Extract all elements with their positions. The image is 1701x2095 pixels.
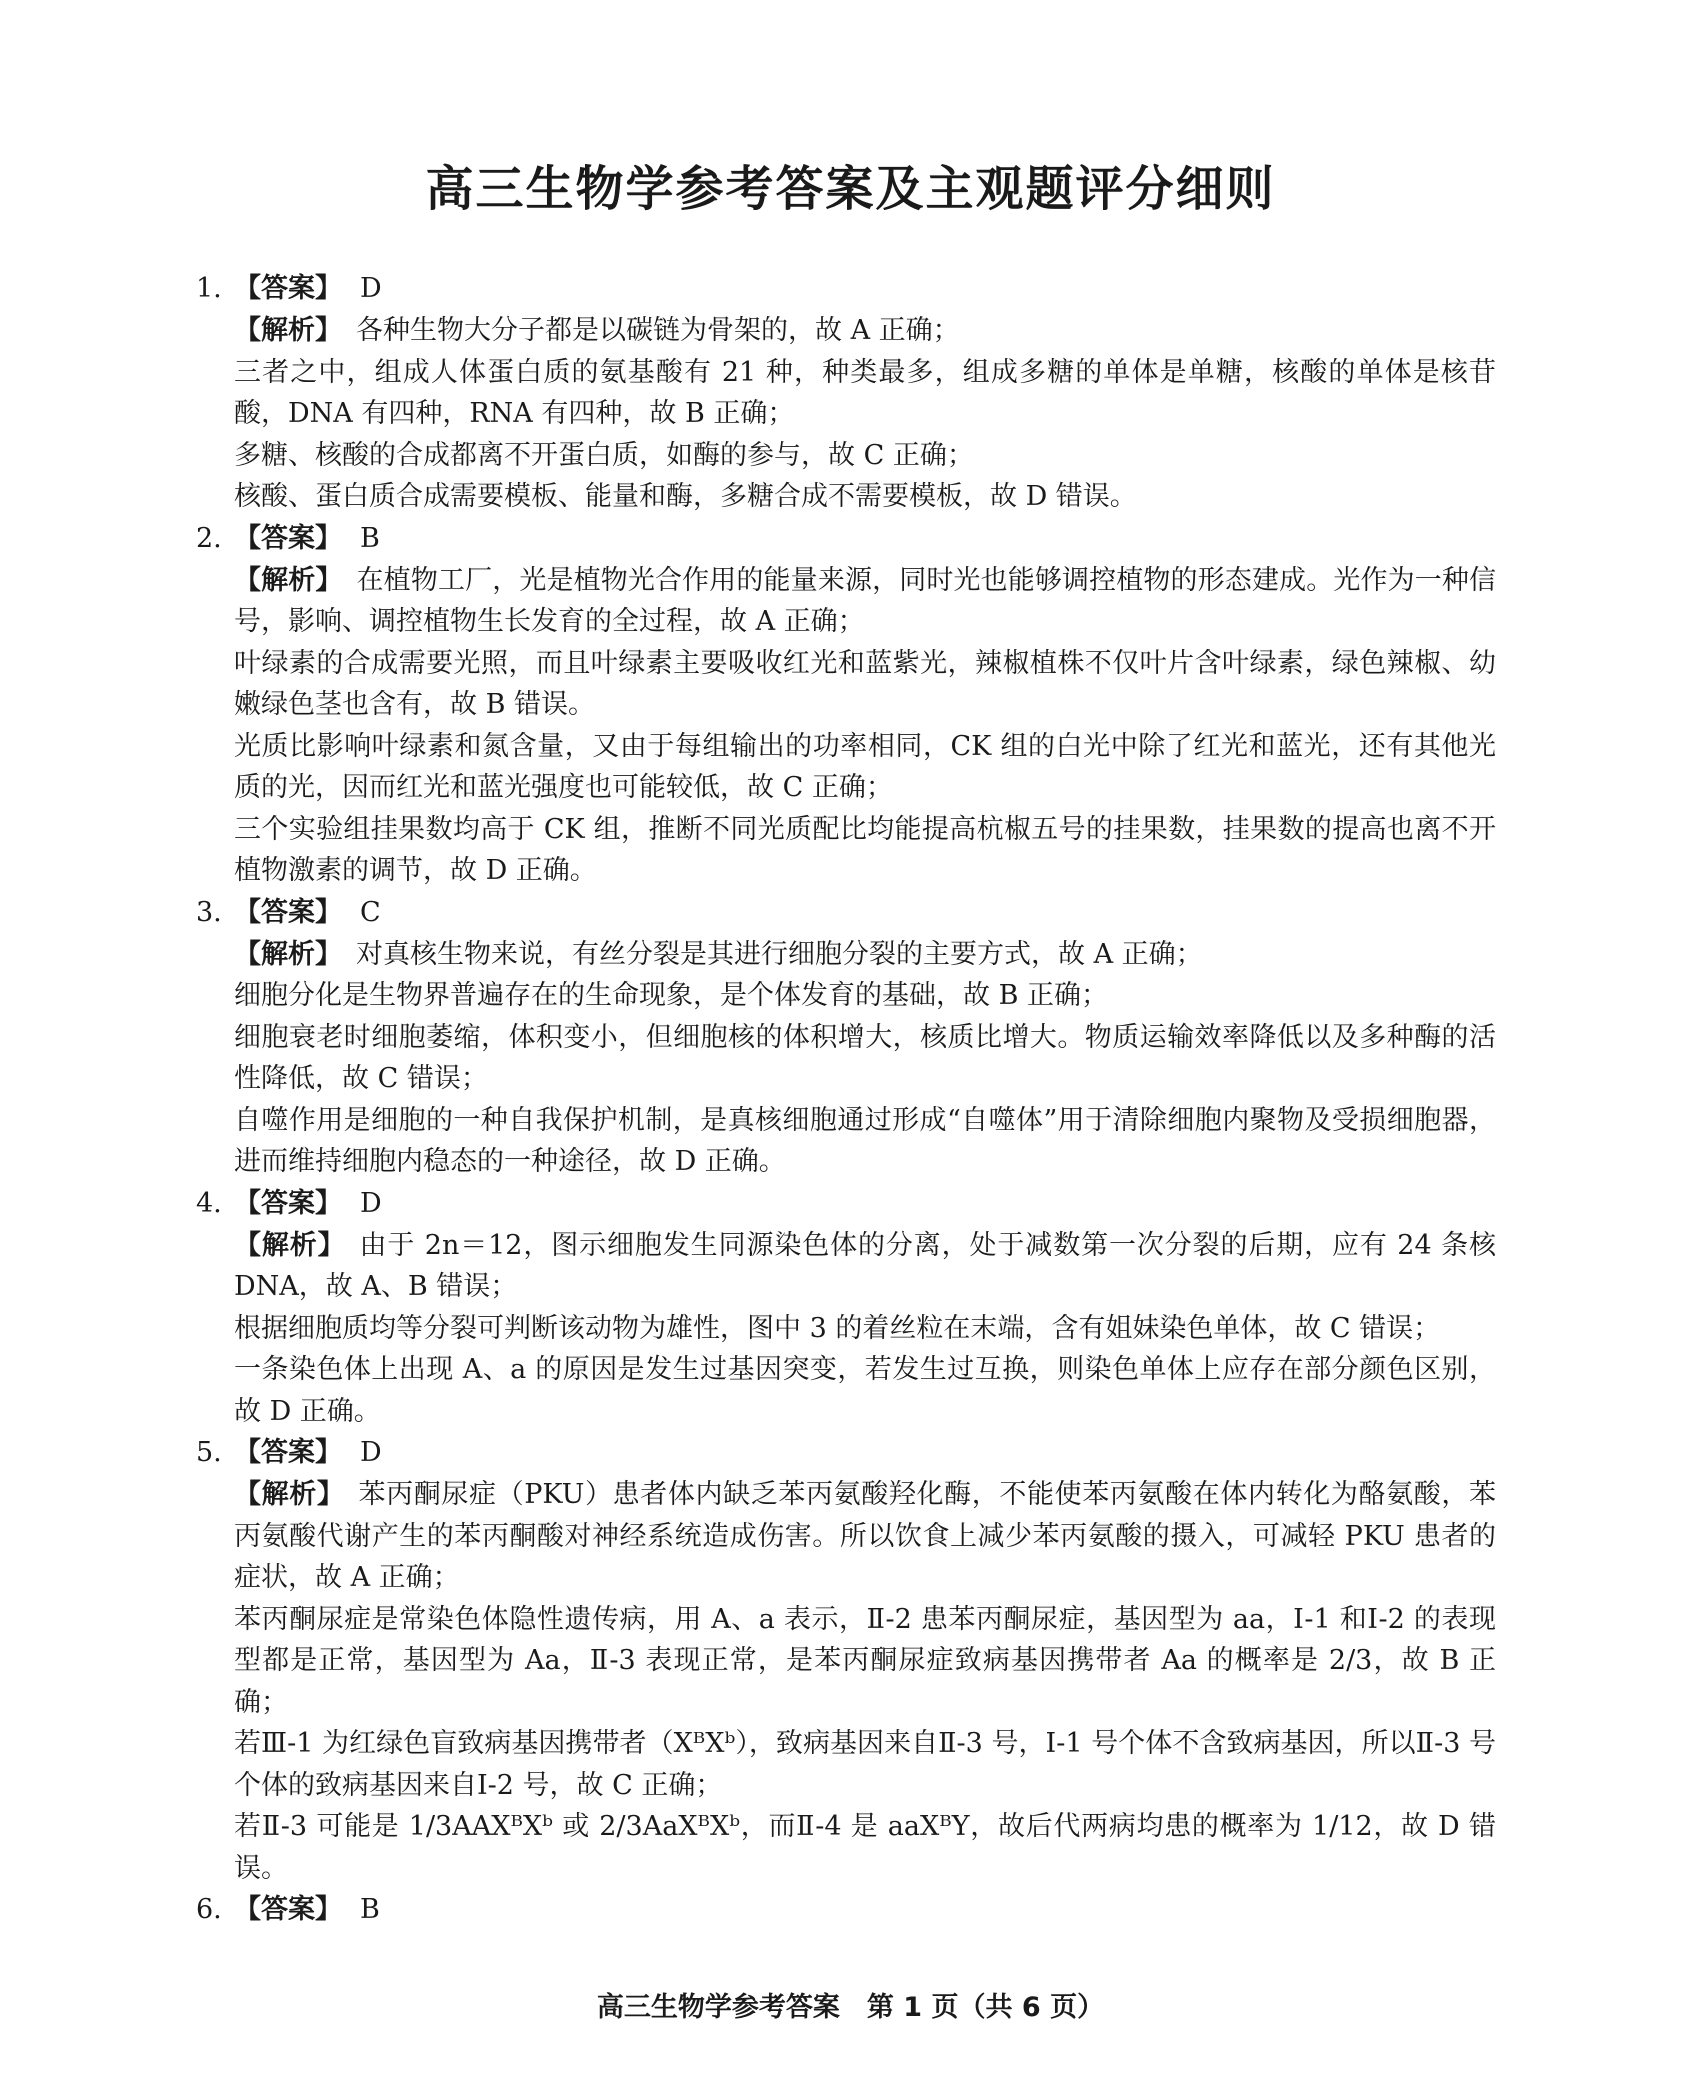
analysis-paragraph	[234, 809, 1496, 892]
analysis-label: 【解析】	[234, 938, 342, 970]
analysis-paragraph	[234, 435, 1496, 477]
analysis-text: 细胞分化是生物界普遍存在的生命现象，是个体发育的基础，故 B 正确；	[234, 980, 1109, 1011]
analysis-text: 各种生物大分子都是以碳链为骨架的，故 A 正确；	[356, 315, 960, 346]
question-number: 3.	[196, 896, 222, 928]
analysis-block	[196, 310, 1496, 518]
answer-label: 【答案】	[234, 1894, 342, 1925]
answer-label: 【答案】	[234, 1437, 342, 1468]
analysis-text: 根据细胞质均等分裂可判断该动物为雄性，图中 3 的着丝粒在末端，含有姐妹染色单体，故 C 错误；	[234, 1312, 1441, 1344]
answer-label: 【答案】	[234, 273, 342, 304]
analysis-text: 多糖、核酸的合成都离不开蛋白质，如酶的参与，故 C 正确；	[234, 439, 974, 471]
analysis-text: 在植物工厂，光是植物光合作用的能量来源，同时光也能够调控植物的形态建成。光作为一种信号，影响、调控植物生长发育的全过程，故 A 正确；	[234, 564, 1497, 637]
analysis-label: 【解析】	[234, 315, 342, 346]
analysis-paragraph	[234, 560, 1496, 643]
answer-line	[196, 892, 1496, 934]
analysis-text: 由于 2n＝12，图示细胞发生同源染色体的分离，处于减数第一次分裂的后期，应有 24 条核 DNA，故 A、B 错误；	[234, 1229, 1496, 1302]
analysis-paragraph	[234, 726, 1496, 809]
question-1	[196, 268, 1496, 518]
analysis-paragraph	[234, 1017, 1496, 1100]
analysis-block	[196, 1225, 1496, 1433]
question-number: 2.	[196, 522, 222, 554]
analysis-paragraph	[234, 1308, 1496, 1350]
analysis-paragraph	[234, 1474, 1496, 1599]
analysis-paragraph	[234, 1100, 1496, 1183]
analysis-text: 叶绿素的合成需要光照，而且叶绿素主要吸收红光和蓝紫光，辣椒植株不仅叶片含叶绿素，绿色辣椒、幼嫩绿色茎也含有，故 B 错误。	[234, 647, 1496, 720]
answer-value: B	[360, 522, 380, 554]
analysis-label: 【解析】	[234, 1479, 345, 1510]
question-2	[196, 518, 1496, 892]
question-number: 5.	[196, 1437, 222, 1468]
analysis-paragraph	[234, 934, 1496, 976]
answer-value: B	[360, 1894, 380, 1925]
answer-value: C	[360, 896, 381, 928]
analysis-label: 【解析】	[234, 564, 343, 596]
analysis-paragraph	[234, 476, 1496, 518]
analysis-text: 光质比影响叶绿素和氮含量，又由于每组输出的功率相同，CK 组的白光中除了红光和蓝光，还有其他光质的光，因而红光和蓝光强度也可能较低，故 C 正确；	[234, 730, 1496, 803]
answer-line	[196, 518, 1496, 560]
analysis-paragraph	[234, 1599, 1496, 1724]
answer-line	[196, 268, 1496, 310]
answer-label: 【答案】	[234, 1187, 342, 1219]
analysis-paragraph	[234, 643, 1496, 726]
answer-line	[196, 1183, 1496, 1225]
analysis-block	[196, 934, 1496, 1183]
analysis-text: 细胞衰老时细胞萎缩，体积变小，但细胞核的体积增大，核质比增大。物质运输效率降低以及多种酶的活性降低，故 C 错误；	[234, 1021, 1496, 1094]
analysis-paragraph	[234, 310, 1496, 352]
analysis-text: 三者之中，组成人体蛋白质的氨基酸有 21 种，种类最多，组成多糖的单体是单糖，核酸的单体是核苷酸，DNA 有四种，RNA 有四种，故 B 正确；	[234, 356, 1496, 429]
analysis-text: 若Ⅲ-1 为红绿色盲致病基因携带者（XᴮXᵇ），致病基因来自Ⅱ-3 号，Ⅰ-1 号个体不含致病基因，所以Ⅱ-3 号个体的致病基因来自Ⅰ-2 号，故 C 正确；	[234, 1728, 1496, 1801]
question-6	[196, 1889, 1496, 1931]
analysis-text: 苯丙酮尿症（PKU）患者体内缺乏苯丙氨酸羟化酶，不能使苯丙氨酸在体内转化为酪氨酸，苯丙氨酸代谢产生的苯丙酮酸对神经系统造成伤害。所以饮食上减少苯丙氨酸的摄入，可减轻 PKU 患者的症状，故 A 正确；	[234, 1479, 1496, 1593]
question-number: 1.	[196, 273, 222, 304]
analysis-paragraph	[234, 1349, 1496, 1432]
answer-value: D	[360, 273, 382, 304]
question-number: 4.	[196, 1187, 222, 1219]
question-number: 6.	[196, 1894, 222, 1925]
analysis-paragraph	[234, 1806, 1496, 1889]
question-5	[196, 1432, 1496, 1889]
answer-value: D	[360, 1187, 382, 1219]
answer-label: 【答案】	[234, 896, 342, 928]
analysis-paragraph	[234, 975, 1496, 1017]
analysis-text: 核酸、蛋白质合成需要模板、能量和酶，多糖合成不需要模板，故 D 错误。	[234, 481, 1137, 512]
answer-list	[196, 268, 1496, 1931]
analysis-text: 一条染色体上出现 A、a 的原因是发生过基因突变，若发生过互换，则染色单体上应存在部分颜色区别，故 D 正确。	[234, 1354, 1496, 1427]
analysis-text: 自噬作用是细胞的一种自我保护机制，是真核细胞通过形成“自噬体”用于清除细胞内聚物及受损细胞器，进而维持细胞内稳态的一种途径，故 D 正确。	[234, 1104, 1496, 1177]
answer-label: 【答案】	[234, 522, 342, 554]
page-footer: 高三生物学参考答案 第 1 页（共 6 页）	[596, 1992, 1105, 2023]
analysis-paragraph	[234, 1723, 1496, 1806]
analysis-text: 苯丙酮尿症是常染色体隐性遗传病，用 A、a 表示，Ⅱ-2 患苯丙酮尿症，基因型为 aa，Ⅰ-1 和Ⅰ-2 的表现型都是正常，基因型为 Aa，Ⅱ-3 表现正常，是苯丙酮尿症致病基因携带者 Aa 的概率是 2/3，故 B 正确；	[234, 1603, 1496, 1718]
page-title: 高三生物学参考答案及主观题评分细则	[425, 161, 1276, 217]
answer-value: D	[360, 1437, 382, 1468]
analysis-paragraph	[234, 352, 1496, 435]
answer-line	[196, 1889, 1496, 1931]
question-3	[196, 892, 1496, 1183]
analysis-text: 对真核生物来说，有丝分裂是其进行细胞分裂的主要方式，故 A 正确；	[356, 938, 1203, 970]
analysis-paragraph	[234, 1225, 1496, 1308]
answer-line	[196, 1432, 1496, 1474]
analysis-text: 三个实验组挂果数均高于 CK 组，推断不同光质配比均能提高杭椒五号的挂果数，挂果数的提高也离不开植物激素的调节，故 D 正确。	[234, 813, 1496, 886]
analysis-block	[196, 560, 1496, 892]
analysis-text: 若Ⅱ-3 可能是 1/3AAXᴮXᵇ 或 2/3AaXᴮXᵇ，而Ⅱ-4 是 aaXᴮY，故后代两病均患的概率为 1/12，故 D 错误。	[234, 1811, 1496, 1884]
analysis-label: 【解析】	[234, 1229, 346, 1261]
analysis-block	[196, 1474, 1496, 1889]
question-4	[196, 1183, 1496, 1433]
